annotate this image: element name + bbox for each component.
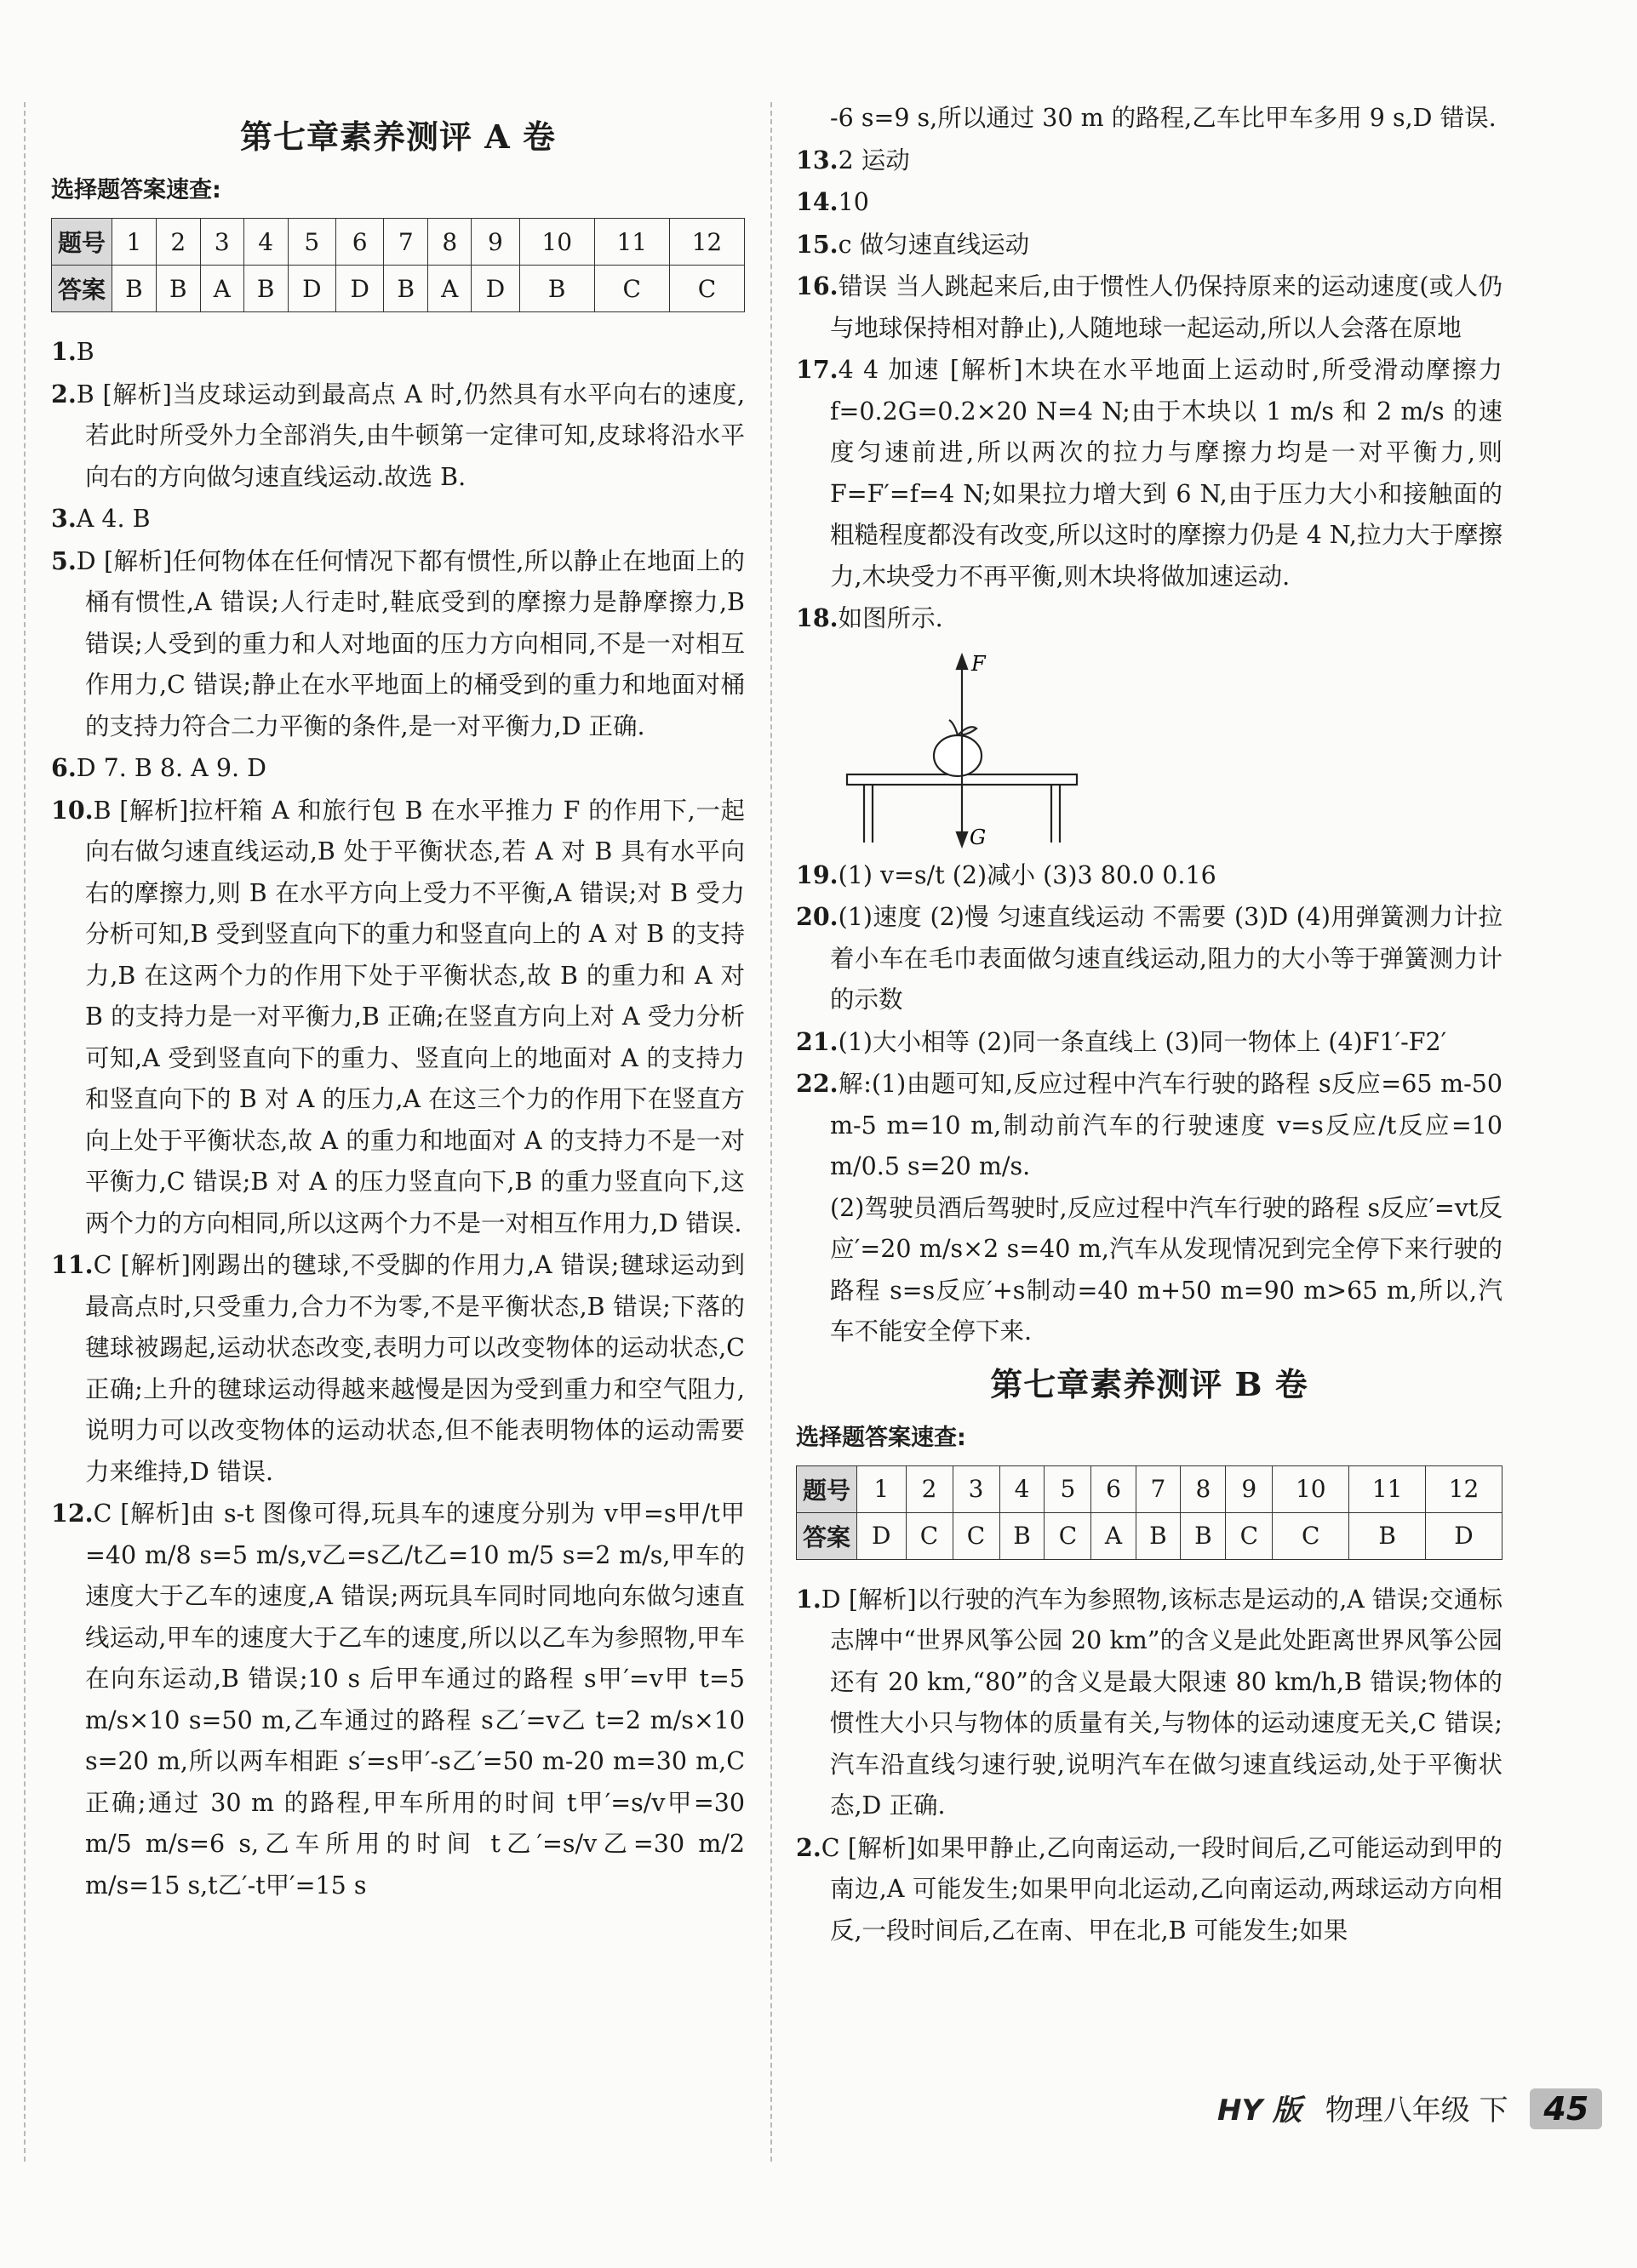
answer-cell: A [200,266,243,312]
table-header-answer: 答案 [52,266,112,312]
answer-text: D 7. B 8. A 9. D [76,754,266,782]
answer-cell: B [384,266,428,312]
answer-cell: C [906,1512,953,1559]
answer-cell: B [243,266,288,312]
answer-item [51,540,745,748]
answer-item [51,790,745,1245]
answer-cell: B [519,266,594,312]
answer-number: 20. [796,902,839,931]
subject-label: 物理八年级 下 [1325,2094,1508,2128]
section-b-answer-list [796,1579,1502,1952]
answer-number: 2. [51,379,77,408]
answer-item [796,224,1502,266]
answer-item [796,1063,1502,1188]
section-a-quick-check: 选择题答案速查: [51,177,221,203]
answer-cell: D [1426,1512,1502,1559]
answer-cell: A [1091,1512,1136,1559]
left-column [51,102,745,1906]
answer-text: C [解析]如果甲静止,乙向南运动,一段时间后,乙可能运动到甲的南边,A 可能发生;如果甲向北运动,乙向南运动,两球运动方向相反,一段时间后,乙在南、甲在北,B 可能发生;如果 [821,1833,1502,1945]
question-number-cell: 6 [336,219,384,266]
answer-number: 17. [796,355,839,384]
answer-cell: C [953,1512,999,1559]
answer-item [796,896,1502,1021]
page-footer [1217,2087,1602,2129]
answer-number: 12. [51,1499,94,1528]
answer-item [796,597,1502,640]
answer-number: 11. [51,1250,94,1279]
answer-number: 15. [796,229,839,259]
column-divider-left [24,102,26,2162]
question-number-cell: 7 [1136,1465,1181,1512]
answer-cell: B [1136,1512,1181,1559]
answer-cell: C [1045,1512,1091,1559]
question-number-cell: 11 [594,219,669,266]
answer-cell: C [1226,1512,1273,1559]
answer-text: 4 4 加速 [解析]木块在水平地面上运动时,所受滑动摩擦力 f=0.2G=0.2×20 N=4 N;由于木块以 1 m/s 和 2 m/s 的速度匀速前进,所以两次的拉力与摩擦力均是一对平衡力,则 F=F′=f=4 N;如果拉力增大到 6 N,由于压力大小和接触面的粗糙程度都没有改变,所以这时的摩擦力仍是 4 N,拉力大于摩擦力,木块受力不再平衡,则木块将做加速运动. [830,356,1502,591]
answer-cell: B [1181,1512,1226,1559]
answer-text: 解:(1)由题可知,反应过程中汽车行驶的路程 s反应=65 m-50 m-5 m=10 m,制动前汽车的行驶速度 v=s反应/t反应=10 m/0.5 s=20 m/s. [830,1070,1502,1180]
answer-cell: B [156,266,200,312]
answer-item [796,1188,1502,1353]
answer-item [796,266,1502,349]
force-diagram [830,647,1502,854]
question-number-cell: 3 [200,219,243,266]
answer-text: D [解析]以行驶的汽车为参照物,该标志是运动的,A 错误;交通标志牌中“世界风筝公园 20 km”的含义是此处距离世界风筝公园还有 20 km,“80”的含义是最大限速 80 km/h,B 错误;物体的惯性大小只与物体的质量有关,与物体的运动速度无关,C 错误;汽车沿直线匀速行驶,说明汽车在做匀速直线运动,处于平衡状态,D 正确. [821,1585,1502,1820]
section-b-quick-check: 选择题答案速查: [796,1424,966,1451]
answer-text: C [解析]由 s-t 图像可得,玩具车的速度分别为 v甲=s甲/t甲=40 m/8 s=5 m/s,v乙=s乙/t乙=10 m/5 s=2 m/s,甲车的速度大于乙车的速度,A 错误;两玩具车同时同地向东做匀速直线运动,甲车的速度大于乙车的速度,所以以乙车为参照物,甲车在向东运动,B 错误;10 s 后甲车通过的路程 s甲′=v甲 t=5 m/s×10 s=50 m,乙车通过的路程 s乙′=v乙 t=2 m/s×10 s=20 m,所以两车相距 s′=s甲′-s乙′=50 m-20 m=30 m,C 正确;通过 30 m 的路程,甲车所用的时间 t甲′=s/v甲=30 m/5 m/s=6 s,乙车所用的时间 t乙′=s/v乙=30 m/2 m/s=15 s,t乙′-t甲′=15 s [85,1500,745,1900]
question-number-cell: 10 [519,219,594,266]
answer-text: (1)大小相等 (2)同一条直线上 (3)同一物体上 (4)F1′-F2′ [838,1027,1447,1056]
answer-cell: C [594,266,669,312]
force-f-label: F [971,651,986,676]
answer-text: c 做匀速直线运动 [838,230,1030,259]
question-number-cell: 4 [243,219,288,266]
answer-cell: D [288,266,335,312]
answer-item [51,498,745,540]
answer-text: (1)速度 (2)慢 匀速直线运动 不需要 (3)D (4)用弹簧测力计拉着小车在毛巾表面做匀速直线运动,阻力的大小等于弹簧测力计的示数 [830,903,1502,1014]
question-number-cell: 3 [953,1465,999,1512]
answer-number: 1. [51,337,77,366]
table-header-answer: 答案 [797,1512,857,1559]
question-number-cell: 6 [1091,1465,1136,1512]
answer-text: (1) v=s/t (2)减小 (3)3 80.0 0.16 [838,860,1216,889]
answer-number: 18. [796,603,839,632]
question-number-cell: 1 [112,219,157,266]
answer-text: B [76,338,94,366]
answer-cell: D [336,266,384,312]
section-a-answer-table [51,218,745,312]
answer-item [796,1579,1502,1827]
right-answer-list [796,140,1502,640]
answer-item [796,854,1502,897]
section-a-title: 第七章素养测评 A 卷 [240,117,556,156]
answer-number: 14. [796,187,839,216]
answer-item [51,1244,745,1493]
answer-item [51,331,745,374]
answer-text: A 4. B [76,505,151,533]
page-number: 45 [1530,2088,1602,2129]
answer-number: 19. [796,860,839,889]
answer-item [796,349,1502,597]
question-number-cell: 2 [156,219,200,266]
answer-item [51,374,745,499]
question-number-cell: 12 [1426,1465,1502,1512]
answer-cell: B [112,266,157,312]
question-number-cell: 11 [1349,1465,1426,1512]
answer-item [51,747,745,790]
question-number-cell: 9 [472,219,519,266]
question-number-cell: 7 [384,219,428,266]
table-header-number: 题号 [797,1465,857,1512]
answer-text: B [解析]拉杆箱 A 和旅行包 B 在水平推力 F 的作用下,一起向右做匀速直线运动,B 处于平衡状态,若 A 对 B 具有水平向右的摩擦力,则 B 在水平方向上受力不平衡,A 错误;对 B 受力分析可知,B 受到竖直向下的重力和竖直向上的 A 对 B 的支持力,B 在这两个力的作用下处于平衡状态,故 B 的重力和 A 对 B 的支持力是一对平衡力,B 正确;在竖直方向上对 A 受力分析可知,A 受到竖直向下的重力、竖直向上的地面对 A 的支持力和竖直向下的 B 对 A 的压力,A 在这三个力的作用下在竖直方向上处于平衡状态,故 A 的重力和地面对 A 的支持力不是一对平衡力,C 错误;B 对 A 的压力竖直向下,B 的重力竖直向下,这两个力的方向相同,所以这两个力不是一对相互作用力,D 错误. [85,796,745,1237]
answer-number: 13. [796,145,839,174]
answer-text: 10 [838,188,869,216]
answer-text: D [解析]任何物体在任何情况下都有惯性,所以静止在地面上的桶有惯性,A 错误;人行走时,鞋底受到的摩擦力是静摩擦力,B 错误;人受到的重力和人对地面的压力方向相同,不是一对相互作用力,C 错误;静止在水平地面上的桶受到的重力和地面对桶的支持力符合二力平衡的条件,是一对平衡力,D 正确. [76,546,745,740]
table-header-number: 题号 [52,219,112,266]
answer-number: 22. [796,1069,839,1098]
answer-item [796,1827,1502,1952]
edition-label: HY 版 [1217,2094,1302,2128]
answer-number: 21. [796,1026,839,1056]
answer-cell: C [1273,1512,1349,1559]
answer-number: 2. [796,1832,821,1862]
question-number-cell: 1 [857,1465,907,1512]
right-answer-list-2 [796,854,1502,1353]
answer-text: B [解析]当皮球运动到最高点 A 时,仍然具有水平向右的速度,若此时所受外力全部消失,由牛顿第一定律可知,皮球将沿水平向右的方向做匀速直线运动.故选 B. [76,380,745,491]
answer-item [51,1493,745,1906]
answer-number: 6. [51,753,77,782]
answer-text: 如图所示. [838,604,943,632]
answer-cell: D [472,266,519,312]
question-number-cell: 5 [1045,1465,1091,1512]
question-number-cell: 2 [906,1465,953,1512]
question-number-cell: 12 [669,219,744,266]
answer-cell: B [1349,1512,1426,1559]
section-b-title: 第七章素养测评 B 卷 [990,1364,1308,1403]
continued-text: -6 s=9 s,所以通过 30 m 的路程,乙车比甲车多用 9 s,D 错误. [830,104,1497,132]
answer-cell: B [999,1512,1045,1559]
question-number-cell: 8 [1181,1465,1226,1512]
answer-number: 1. [796,1584,821,1614]
column-divider-center [770,102,772,2162]
answer-number: 16. [796,271,839,300]
answer-cell: D [857,1512,907,1559]
question-number-cell: 9 [1226,1465,1273,1512]
answer-text: C [解析]刚踢出的毽球,不受脚的作用力,A 错误;毽球运动到最高点时,只受重力,合力不为零,不是平衡状态,B 错误;下落的毽球被踢起,运动状态改变,表明力可以改变物体的运动状态,C 正确;上升的毽球运动得越来越慢是因为受到重力和空气阻力,说明力可以改变物体的运动状态,但不能表明物体的运动需要力来维持,D 错误. [85,1251,745,1486]
answer-number: 5. [51,546,77,575]
answer-number: 3. [51,504,77,533]
section-b-answer-table [796,1465,1502,1560]
apple-on-table-figure [830,647,1188,851]
question-number-cell: 4 [999,1465,1045,1512]
question-number-cell: 8 [428,219,472,266]
question-number-cell: 5 [288,219,335,266]
force-g-label: G [970,825,987,849]
answer-cell: A [428,266,472,312]
answer-item [796,1021,1502,1064]
answer-item [796,181,1502,224]
question-number-cell: 10 [1273,1465,1349,1512]
answer-text: 错误 当人跳起来后,由于惯性人仍保持原来的运动速度(或人仍与地球保持相对静止),人随地球一起运动,所以人会落在原地 [830,272,1502,342]
answer-text: (2)驾驶员酒后驾驶时,反应过程中汽车行驶的路程 s反应′=vt反应′=20 m/s×2 s=40 m,汽车从发现情况到完全停下来行驶的路程 s=s反应′+s制动=40 m+50 m=90 m>65 m,所以,汽车不能安全停下来. [830,1193,1502,1345]
answer-number: 10. [51,795,94,825]
answer-text: 2 运动 [838,146,910,174]
answer-item [796,140,1502,182]
right-column [796,98,1502,1951]
left-answer-list [51,331,745,1906]
answer-cell: C [669,266,744,312]
